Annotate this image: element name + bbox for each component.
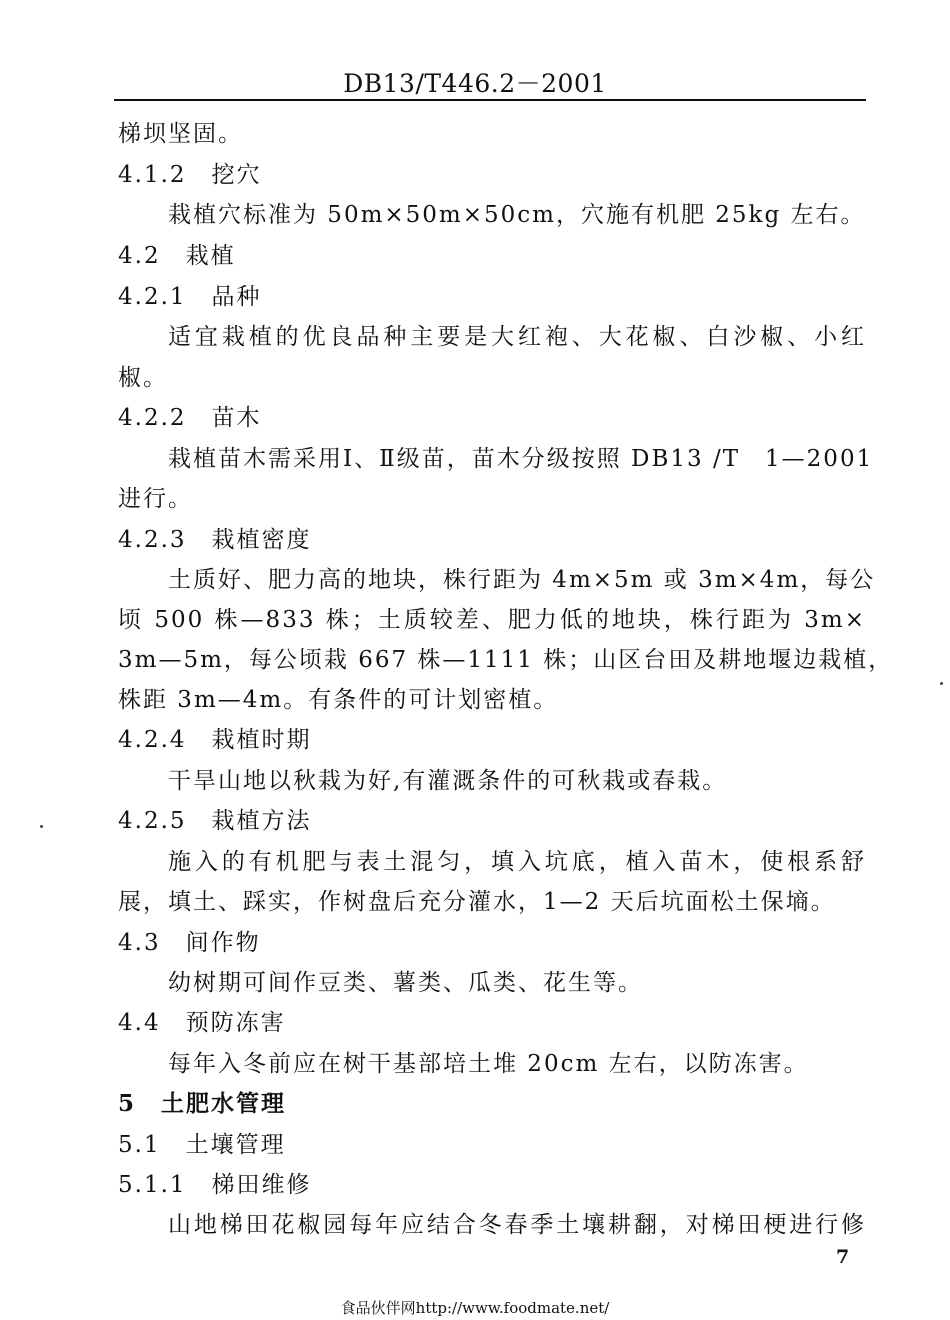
website-footer: 食品伙伴网http://www.foodmate.net/ xyxy=(340,1299,610,1317)
body-line: 进行。 xyxy=(118,486,193,512)
scan-speck xyxy=(40,825,43,828)
section-heading-4-4: 4.4 预防冻害 xyxy=(118,1010,286,1036)
document-code-header: DB13/T446.2－2001 xyxy=(343,69,607,98)
body-line: 3m—5m，每公顷栽 667 株—1111 株；山区台田及耕地堰边栽植， xyxy=(118,647,894,673)
body-line: 土质好、肥力高的地块，株行距为 4m×5m 或 3m×4m，每公 xyxy=(168,567,876,593)
body-line: 山地梯田花椒园每年应结合冬春季土壤耕翻，对梯田梗进行修 xyxy=(168,1212,866,1238)
section-heading-4-2: 4.2 栽植 xyxy=(118,243,236,269)
body-line: 每年入冬前应在树干基部培土堆 20cm 左右，以防冻害。 xyxy=(168,1051,809,1077)
scan-speck xyxy=(940,682,943,685)
header-rule xyxy=(114,99,866,101)
section-heading-4-2-3: 4.2.3 栽植密度 xyxy=(118,527,312,553)
section-heading-4-2-1: 4.2.1 品种 xyxy=(118,284,262,310)
section-heading-4-1-2: 4.1.2 挖穴 xyxy=(118,162,262,188)
body-line: 施入的有机肥与表土混匀，填入坑底，植入苗木，使根系舒 xyxy=(168,849,866,875)
body-line: 适宜栽植的优良品种主要是大红袍、大花椒、白沙椒、小红 xyxy=(168,324,866,350)
body-line: 椒。 xyxy=(118,365,168,391)
body-line: 干旱山地以秋栽为好,有灌溉条件的可秋栽或春栽。 xyxy=(168,768,728,794)
body-line: 株距 3m—4m。有条件的可计划密植。 xyxy=(118,687,559,713)
body-line: 展，填土、踩实，作树盘后充分灌水，1—2 天后坑面松土保墒。 xyxy=(118,889,836,915)
section-heading-4-3: 4.3 间作物 xyxy=(118,930,261,956)
section-heading-5-1: 5.1 土壤管理 xyxy=(118,1132,286,1158)
body-line: 栽植穴标准为 50m×50m×50cm，穴施有机肥 25kg 左右。 xyxy=(168,202,866,228)
body-line: 栽植苗木需采用Ⅰ、Ⅱ级苗，苗木分级按照 DB13 /T 1—2001 xyxy=(168,446,874,472)
body-line: 梯坝坚固。 xyxy=(118,121,243,147)
section-heading-4-2-2: 4.2.2 苗木 xyxy=(118,405,262,431)
body-line: 幼树期可间作豆类、薯类、瓜类、花生等。 xyxy=(168,970,643,996)
section-heading-4-2-5: 4.2.5 栽植方法 xyxy=(118,808,312,834)
section-heading-4-2-4: 4.2.4 栽植时期 xyxy=(118,727,312,753)
page-number: 7 xyxy=(836,1246,850,1268)
section-heading-5-1-1: 5.1.1 梯田维修 xyxy=(118,1172,312,1198)
chapter-heading-5: 5 土肥水管理 xyxy=(118,1090,287,1117)
body-line: 顷 500 株—833 株；土质较差、肥力低的地块，株行距为 3m× xyxy=(118,607,866,633)
